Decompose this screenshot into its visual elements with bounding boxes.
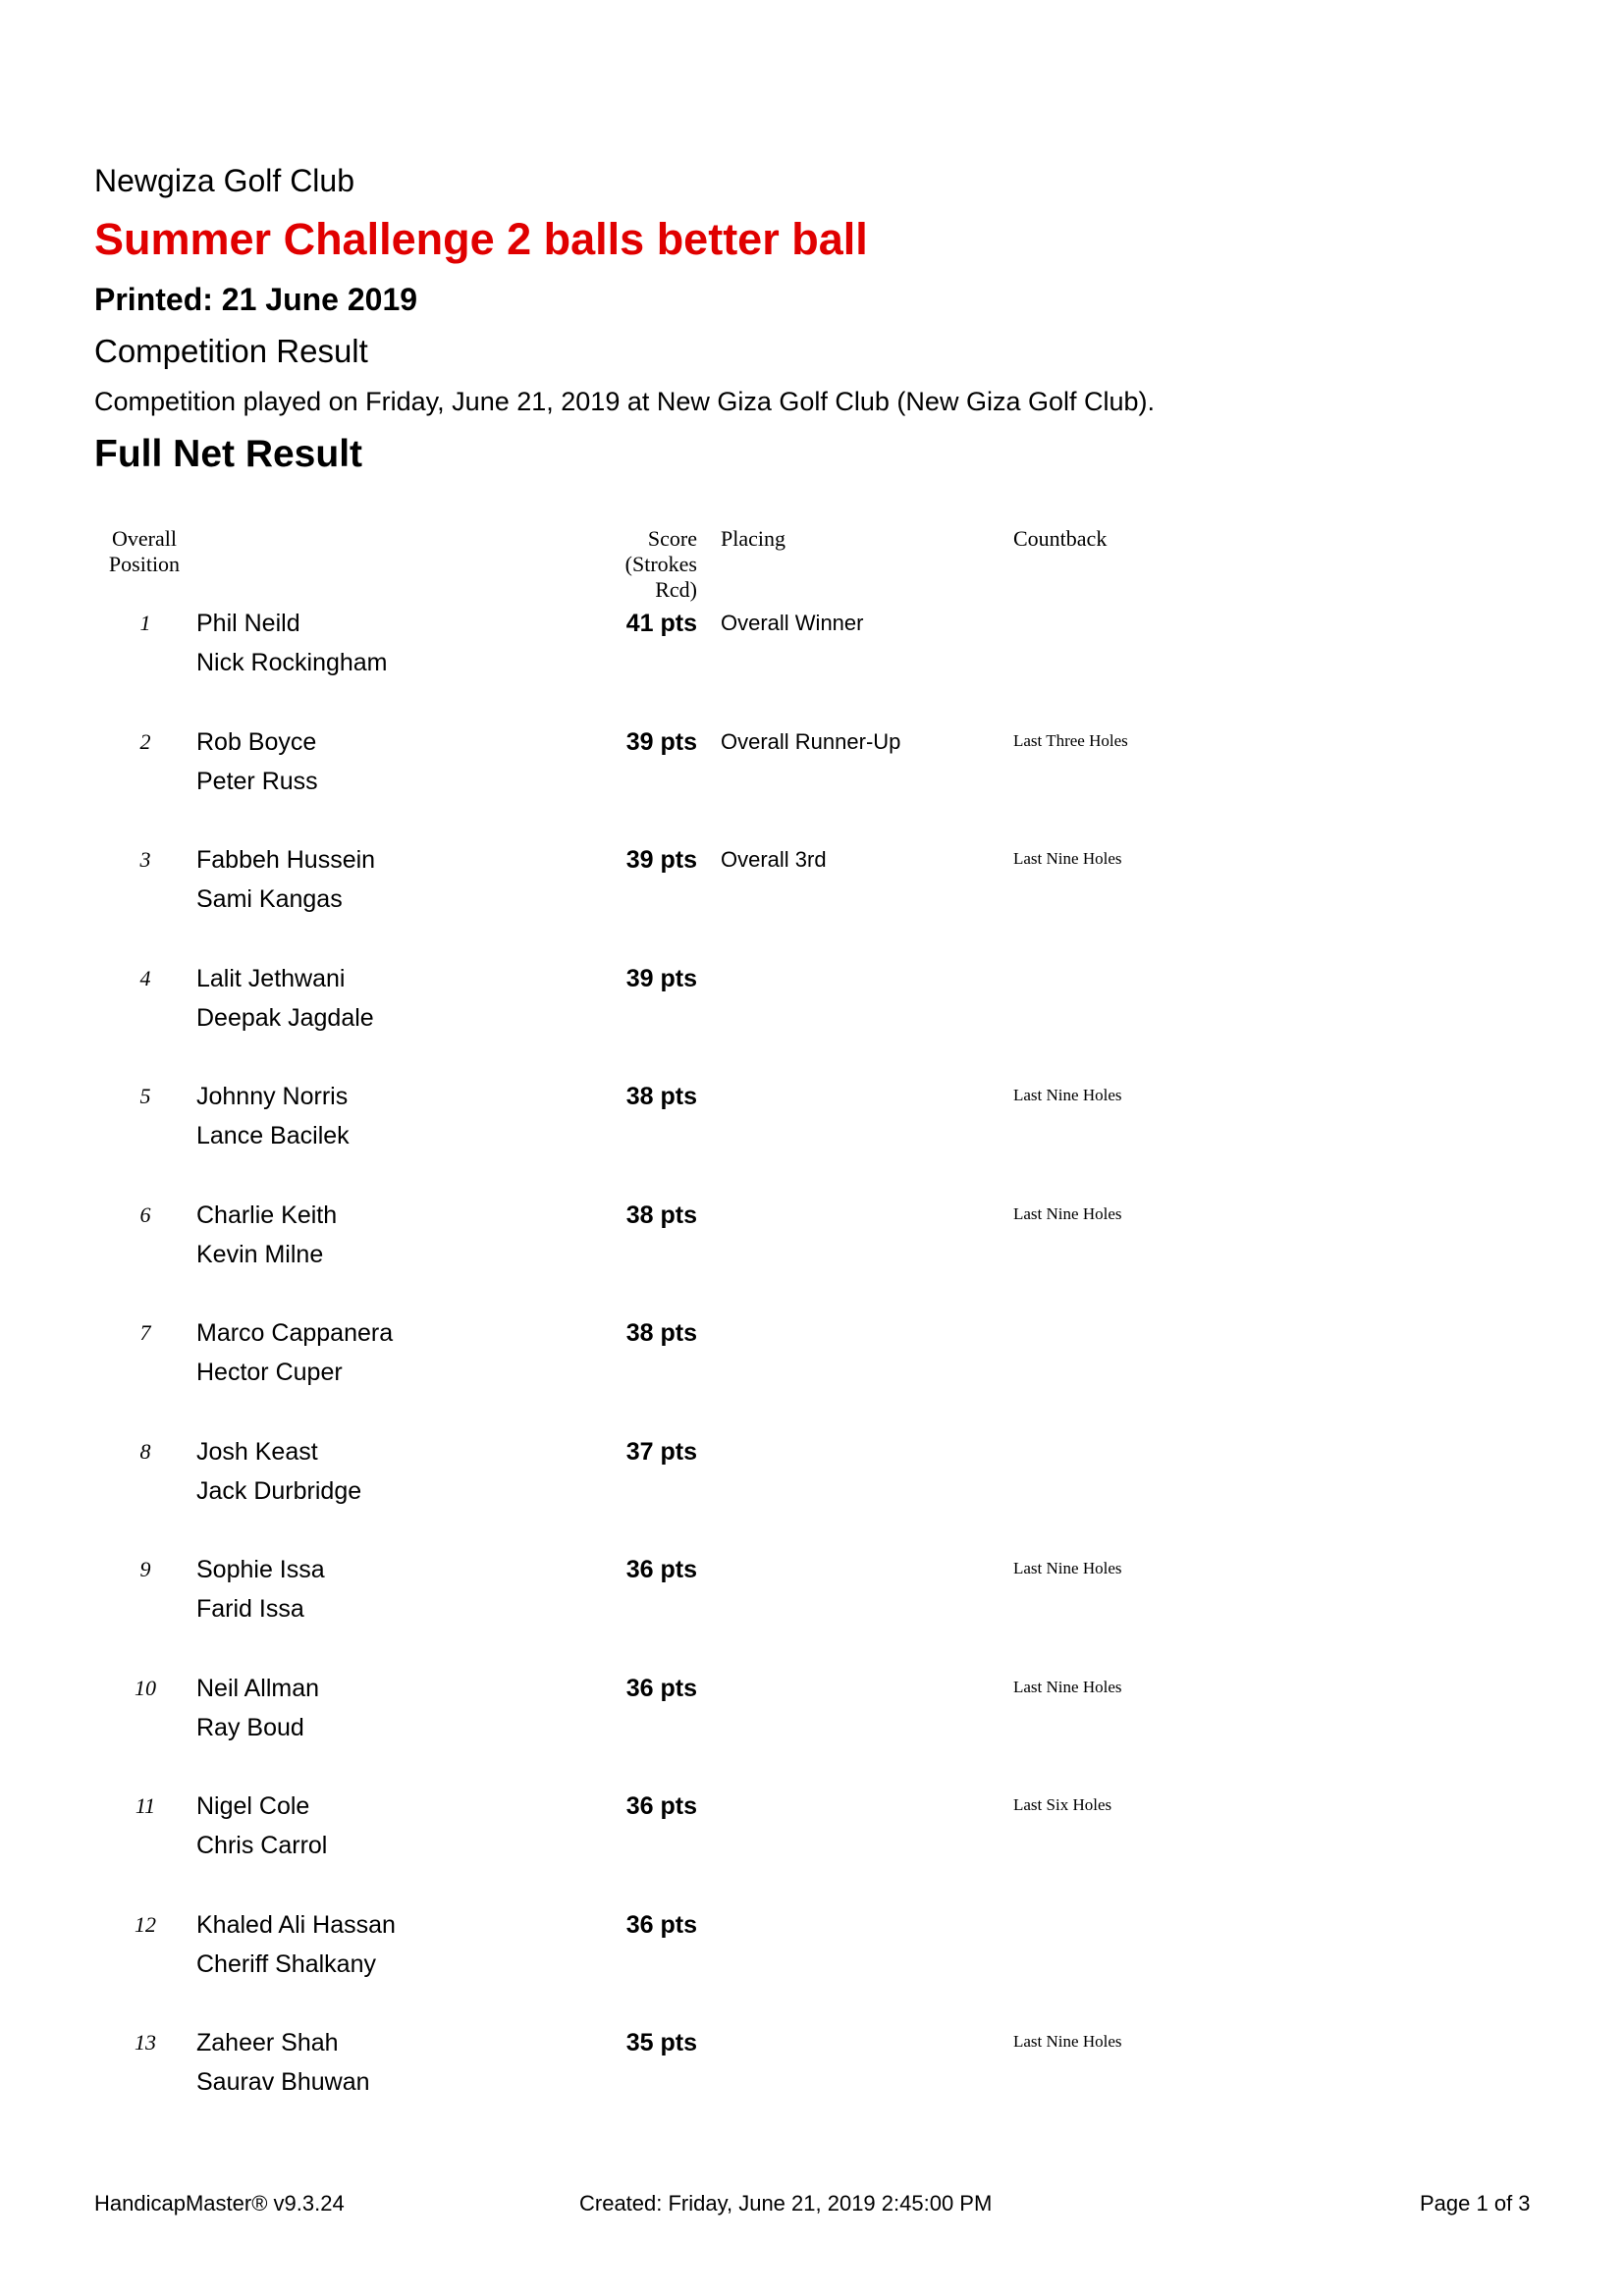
result-score: 38 pts (625, 1201, 697, 1229)
result-player1: Khaled Ali Hassan (196, 1911, 396, 1939)
result-player1: Fabbeh Hussein (196, 846, 376, 874)
column-header-position-line1: Overall (112, 526, 177, 551)
result-player2: Hector Cuper (196, 1359, 343, 1386)
result-position: 4 (139, 966, 151, 990)
result-position: 11 (135, 1793, 156, 1818)
table-row (0, 1912, 1624, 2010)
table-row (0, 2030, 1624, 2128)
column-header-score-line3: Rcd) (655, 577, 697, 602)
result-score: 38 pts (625, 1319, 697, 1347)
result-score: 36 pts (625, 1911, 697, 1939)
result-score: 38 pts (625, 1083, 697, 1110)
column-header-countback: Countback (1013, 526, 1108, 551)
table-row (0, 847, 1624, 945)
column-header-position-line2: Position (108, 552, 181, 576)
result-player1: Johnny Norris (196, 1083, 349, 1110)
footer-page-number: Page 1 of 3 (1420, 2191, 1531, 2216)
result-score: 35 pts (625, 2029, 697, 2056)
result-placing: Overall Runner-Up (721, 729, 901, 754)
column-header-score-line2: (Strokes (624, 552, 697, 576)
result-countback: Last Nine Holes (1013, 1086, 1122, 1104)
result-position: 7 (139, 1320, 151, 1345)
result-position: 13 (135, 2030, 156, 2055)
result-player1: Zaheer Shah (196, 2029, 339, 2056)
result-position: 5 (139, 1084, 151, 1108)
result-countback: Last Nine Holes (1013, 1559, 1122, 1577)
table-row (0, 1202, 1624, 1301)
section-title: Full Net Result (94, 433, 363, 475)
competition-result-heading: Competition Result (94, 333, 368, 369)
footer-software: HandicapMaster® v9.3.24 (94, 2191, 345, 2216)
result-score: 36 pts (625, 1675, 697, 1702)
result-position: 9 (139, 1557, 151, 1581)
result-player2: Deepak Jagdale (196, 1004, 374, 1032)
result-player1: Neil Allman (196, 1675, 320, 1702)
result-countback: Last Nine Holes (1013, 1204, 1122, 1223)
result-player1: Phil Neild (196, 610, 300, 637)
result-score: 39 pts (625, 728, 697, 756)
result-countback: Last Nine Holes (1013, 849, 1122, 868)
table-row (0, 1320, 1624, 1418)
result-position: 2 (139, 729, 151, 754)
result-player2: Lance Bacilek (196, 1122, 350, 1149)
column-header-score-line1: Score (647, 526, 697, 551)
column-header-position (98, 526, 190, 577)
result-player2: Cheriff Shalkany (196, 1950, 376, 1978)
table-row (0, 1439, 1624, 1537)
result-score: 36 pts (625, 1792, 697, 1820)
result-player2: Saurav Bhuwan (196, 2068, 370, 2096)
result-position: 1 (139, 611, 151, 635)
result-player2: Kevin Milne (196, 1241, 324, 1268)
result-player1: Rob Boyce (196, 728, 317, 756)
played-on-text: Competition played on Friday, June 21, 2019 at New Giza Golf Club (New Giza Golf Club). (94, 387, 1155, 416)
result-player1: Charlie Keith (196, 1201, 338, 1229)
column-header-score (589, 526, 697, 603)
result-score: 39 pts (625, 965, 697, 992)
table-row (0, 611, 1624, 709)
club-name: Newgiza Golf Club (94, 163, 354, 198)
result-position: 10 (135, 1676, 156, 1700)
result-position: 12 (135, 1912, 156, 1937)
result-player2: Sami Kangas (196, 885, 343, 913)
result-player2: Nick Rockingham (196, 649, 388, 676)
result-countback: Last Nine Holes (1013, 1678, 1122, 1696)
result-score: 36 pts (625, 1556, 697, 1583)
result-score: 37 pts (625, 1438, 697, 1466)
result-position: 8 (139, 1439, 151, 1464)
result-countback: Last Nine Holes (1013, 2032, 1122, 2051)
result-placing: Overall Winner (721, 611, 864, 635)
result-player2: Jack Durbridge (196, 1477, 362, 1505)
column-header-placing: Placing (721, 526, 785, 551)
result-player2: Farid Issa (196, 1595, 304, 1623)
result-player1: Marco Cappanera (196, 1319, 394, 1347)
table-row (0, 1793, 1624, 1892)
competition-title: Summer Challenge 2 balls better ball (94, 214, 868, 264)
result-player1: Sophie Issa (196, 1556, 325, 1583)
table-row (0, 1676, 1624, 1774)
result-player2: Ray Boud (196, 1714, 304, 1741)
footer-created: Created: Friday, June 21, 2019 2:45:00 PM (579, 2191, 993, 2216)
table-row (0, 1557, 1624, 1655)
result-score: 39 pts (625, 846, 697, 874)
result-player1: Lalit Jethwani (196, 965, 346, 992)
result-countback: Last Six Holes (1013, 1795, 1112, 1814)
result-placing: Overall 3rd (721, 847, 827, 872)
printed-date: Printed: 21 June 2019 (94, 282, 418, 317)
result-player2: Chris Carrol (196, 1832, 328, 1859)
table-row (0, 1084, 1624, 1182)
result-countback: Last Three Holes (1013, 731, 1128, 750)
result-player1: Josh Keast (196, 1438, 318, 1466)
table-row (0, 966, 1624, 1064)
result-player2: Peter Russ (196, 768, 318, 795)
result-score: 41 pts (625, 610, 697, 637)
table-row (0, 729, 1624, 828)
result-player1: Nigel Cole (196, 1792, 310, 1820)
result-position: 6 (139, 1202, 151, 1227)
result-position: 3 (139, 847, 151, 872)
